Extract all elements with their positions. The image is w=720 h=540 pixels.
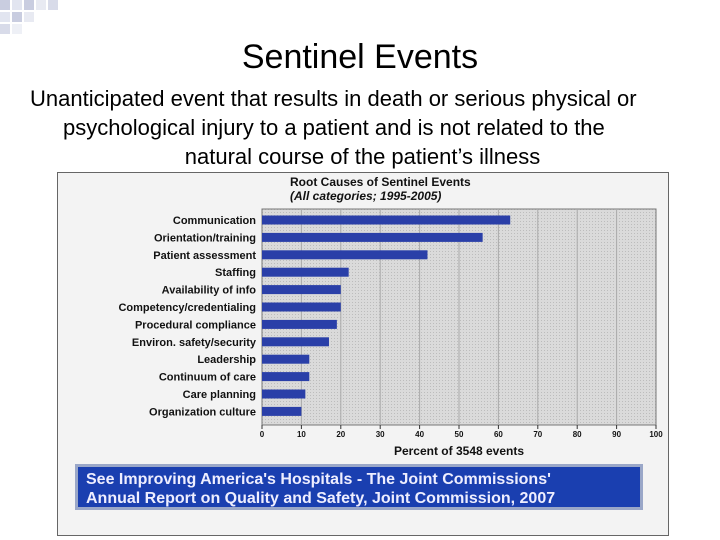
- x-tick-label: 60: [493, 430, 503, 439]
- bar: [262, 337, 329, 346]
- category-label: Leadership: [197, 354, 256, 367]
- category-label: Patient assessment: [153, 249, 256, 262]
- x-tick-label: 10: [296, 430, 306, 439]
- bar: [262, 233, 483, 242]
- bar: [262, 250, 427, 259]
- x-tick-label: 80: [572, 430, 582, 439]
- x-tick-label: 70: [533, 430, 543, 439]
- citation-line: Annual Report on Quality and Safety, Joint Commission, 2007: [86, 490, 556, 507]
- category-label: Procedural compliance: [134, 319, 256, 332]
- citation-line: See Improving America's Hospitals - The Joint Commissions': [86, 471, 551, 488]
- category-label: Orientation/training: [153, 232, 256, 245]
- bar: [262, 372, 309, 381]
- slide-subtitle: [30, 84, 695, 171]
- slide-title: Sentinel Events: [241, 38, 479, 76]
- x-axis-label: Percent of 3548 events: [393, 444, 525, 458]
- category-label: Communication: [172, 215, 256, 227]
- citation-box: [75, 464, 643, 510]
- x-tick-label: 90: [612, 430, 622, 439]
- category-label: Environ. safety/security: [131, 336, 256, 349]
- x-tick-label: 50: [454, 430, 464, 439]
- bar: [262, 390, 305, 399]
- x-tick-label: 40: [415, 430, 425, 439]
- chart-title: Root Causes of Sentinel Events: [290, 175, 471, 189]
- bar: [262, 407, 301, 416]
- subtitle-line: psychological injury to a patient and is not related to the: [63, 115, 605, 140]
- category-label: Staffing: [215, 267, 256, 280]
- x-tick-label: 100: [649, 430, 663, 439]
- x-tick-label: 0: [259, 430, 265, 439]
- category-label: Competency/credentialing: [118, 302, 256, 314]
- category-label: Continuum of care: [158, 371, 256, 384]
- bar: [262, 268, 349, 277]
- bar: [262, 285, 341, 294]
- category-label: Availability of info: [161, 284, 256, 297]
- bar: [262, 320, 337, 329]
- chart-subtitle: (All categories; 1995-2005): [290, 189, 442, 203]
- bar: [262, 355, 309, 364]
- subtitle-line: Unanticipated event that results in death or serious physical or: [30, 86, 637, 111]
- bar: [262, 303, 341, 312]
- bar: [262, 216, 510, 225]
- subtitle-line: natural course of the patient’s illness: [184, 144, 541, 169]
- category-label: Care planning: [182, 389, 256, 401]
- x-tick-label: 20: [336, 430, 346, 439]
- x-tick-label: 30: [375, 430, 385, 439]
- bar-chart: [58, 173, 668, 463]
- category-label: Organization culture: [149, 406, 256, 419]
